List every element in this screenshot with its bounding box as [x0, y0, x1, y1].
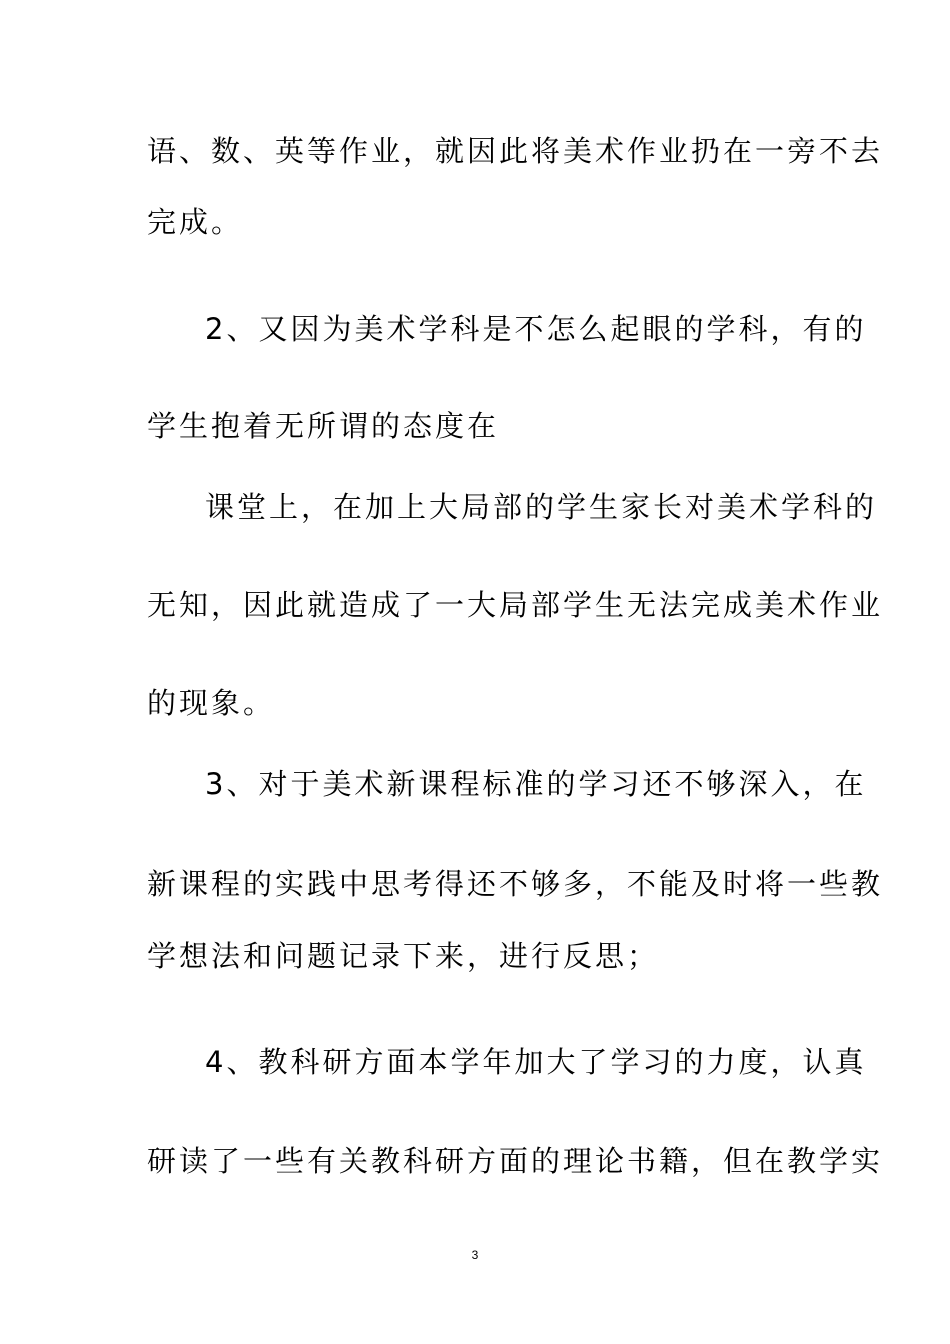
- text-line: 的现象。: [147, 686, 276, 720]
- paragraph-start: 2、又因为美术学科是不怎么起眼的学科，有的: [205, 312, 867, 346]
- text-line: 无知，因此就造成了一大局部学生无法完成美术作业: [147, 588, 884, 622]
- page-number: 3: [471, 1248, 479, 1262]
- text-line: 学生抱着无所谓的态度在: [147, 409, 500, 443]
- paragraph-start: 3、对于美术新课程标准的学习还不够深入，在: [205, 767, 867, 801]
- text-line: 新课程的实践中思考得还不够多，不能及时将一些教: [147, 867, 884, 901]
- paragraph-start: 课堂上，在加上大局部的学生家长对美术学科的: [205, 490, 878, 524]
- text-line: 学想法和问题记录下来，进行反思；: [147, 939, 660, 973]
- text-line: 研读了一些有关教科研方面的理论书籍，但在教学实: [147, 1144, 884, 1178]
- text-line: 语、数、英等作业，就因此将美术作业扔在一旁不去: [147, 134, 884, 168]
- paragraph-start: 4、教科研方面本学年加大了学习的力度，认真: [205, 1045, 867, 1079]
- text-line: 完成。: [147, 205, 244, 239]
